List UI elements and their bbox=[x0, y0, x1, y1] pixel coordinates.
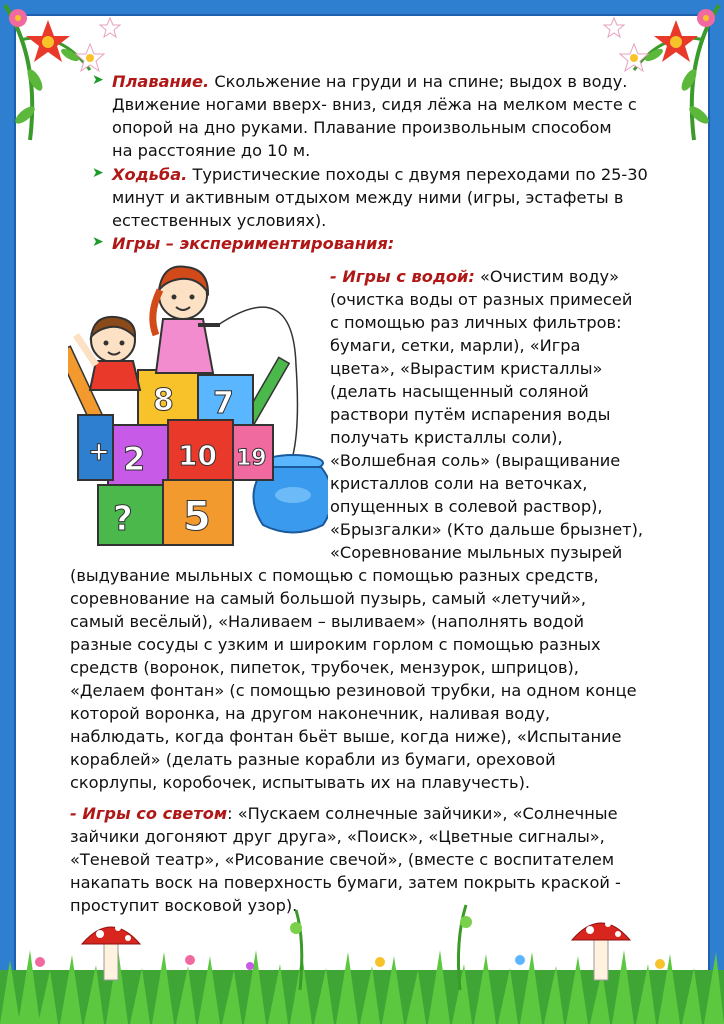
cube-number: 19 bbox=[236, 446, 267, 471]
water-games-paragraph bbox=[330, 265, 643, 564]
water-line: «Брызгалки» (Кто дальше брызнет), bbox=[330, 520, 644, 539]
walking-paragraph bbox=[112, 163, 648, 232]
bullet-arrow-icon: ➤ bbox=[92, 72, 104, 88]
water-line: наблюдать, когда фонтан бьёт выше, когда ниже), «Испытание bbox=[70, 727, 622, 746]
water-line: кристаллов соли на веточках, bbox=[330, 474, 588, 493]
cube-number: 7 bbox=[213, 386, 234, 421]
children-on-cubes-illustration bbox=[68, 255, 328, 565]
water-line: «Волшебная соль» (выращивание bbox=[330, 451, 621, 470]
water-line: «Очистим воду» bbox=[479, 267, 620, 286]
cube-number: 2 bbox=[123, 440, 146, 478]
swimming-line-1: Скольжение на груди и на спине; выдох в воду. bbox=[214, 72, 628, 91]
swimming-line-2: Движение ногами вверх- вниз, сидя лёжа на мелком месте с bbox=[112, 95, 637, 114]
water-line: разные сосуды с узким и широким горлом с помощью разных bbox=[70, 635, 601, 654]
light-line-1: : «Пускаем солнечные зайчики», «Солнечные bbox=[227, 804, 618, 823]
light-line: проступит восковой узор). bbox=[70, 896, 298, 915]
water-line: цвета», «Вырастим кристаллы» bbox=[330, 359, 603, 378]
water-line: с помощью раз личных фильтров: bbox=[330, 313, 622, 332]
cube-number: 8 bbox=[153, 383, 174, 418]
swimming-heading: Плавание. bbox=[112, 72, 210, 91]
cube-number: ? bbox=[113, 499, 133, 539]
girl-figure bbox=[153, 266, 220, 373]
water-games-heading: - Игры с водой: bbox=[330, 267, 475, 286]
water-line: самый весёлый), «Наливаем – выливаем» (наполнять водой bbox=[70, 612, 584, 631]
bullet-arrow-icon: ➤ bbox=[92, 234, 104, 250]
water-line: (очистка воды от разных примесей bbox=[330, 290, 633, 309]
water-line: средств (воронок, пипеток, трубочек, мензурок, шприцов), bbox=[70, 658, 579, 677]
experiments-paragraph bbox=[112, 232, 394, 255]
walking-heading: Ходьба. bbox=[112, 165, 188, 184]
experiments-heading: Игры – экспериментирования: bbox=[112, 234, 395, 253]
light-line: «Теневой театр», «Рисование свечой», (вместе с воспитателем bbox=[70, 850, 615, 869]
cube-number: + bbox=[88, 437, 110, 467]
swimming-line-3: опорой на дно руками. Плавание произвольным способом bbox=[112, 118, 612, 137]
walking-line-3: естественных условиях). bbox=[112, 211, 327, 230]
water-line: (выдувание мыльных с помощью с помощью разных средств, bbox=[70, 566, 599, 585]
light-line: зайчики догоняют друг друга», «Поиск», «Цветные сигналы», bbox=[70, 827, 605, 846]
light-games-heading: - Игры со светом bbox=[70, 804, 228, 823]
cube-number: 5 bbox=[183, 494, 211, 540]
water-line: которой воронка, на другом наконечник, наливая воду, bbox=[70, 704, 551, 723]
water-line: раствори путём испарения воды bbox=[330, 405, 611, 424]
water-line: бумаги, сетки, марли), «Игра bbox=[330, 336, 581, 355]
light-line: накапать воск на поверхность бумаги, затем покрыть краской - bbox=[70, 873, 621, 892]
water-games-continuation bbox=[70, 564, 637, 794]
water-line: соревнование на самый большой пузырь, самый «летучий», bbox=[70, 589, 587, 608]
swimming-line-4: на расстояние до 10 м. bbox=[112, 141, 311, 160]
water-line: «Делаем фонтан» (с помощью резиновой трубки, на одном конце bbox=[70, 681, 637, 700]
swimming-paragraph bbox=[112, 70, 637, 162]
water-line: кораблей» (делать разные корабли из бумаги, ореховой bbox=[70, 750, 556, 769]
water-line: скорлупы, коробочек, испытывать их на плавучесть). bbox=[70, 773, 531, 792]
bullet-arrow-icon: ➤ bbox=[92, 165, 104, 181]
water-line: опущенных в солевой раствор), bbox=[330, 497, 603, 516]
grass-border-decoration bbox=[0, 900, 724, 1024]
walking-line-1: Туристические походы с двумя переходами по 25-30 bbox=[192, 165, 648, 184]
water-line: (делать насыщенный соляной bbox=[330, 382, 589, 401]
walking-line-2: минут и активным отдыхом между ними (игры, эстафеты в bbox=[112, 188, 624, 207]
water-line: получать кристаллы соли), bbox=[330, 428, 563, 447]
cube-number: 10 bbox=[178, 439, 217, 472]
water-line: «Соревнование мыльных пузырей bbox=[330, 543, 623, 562]
